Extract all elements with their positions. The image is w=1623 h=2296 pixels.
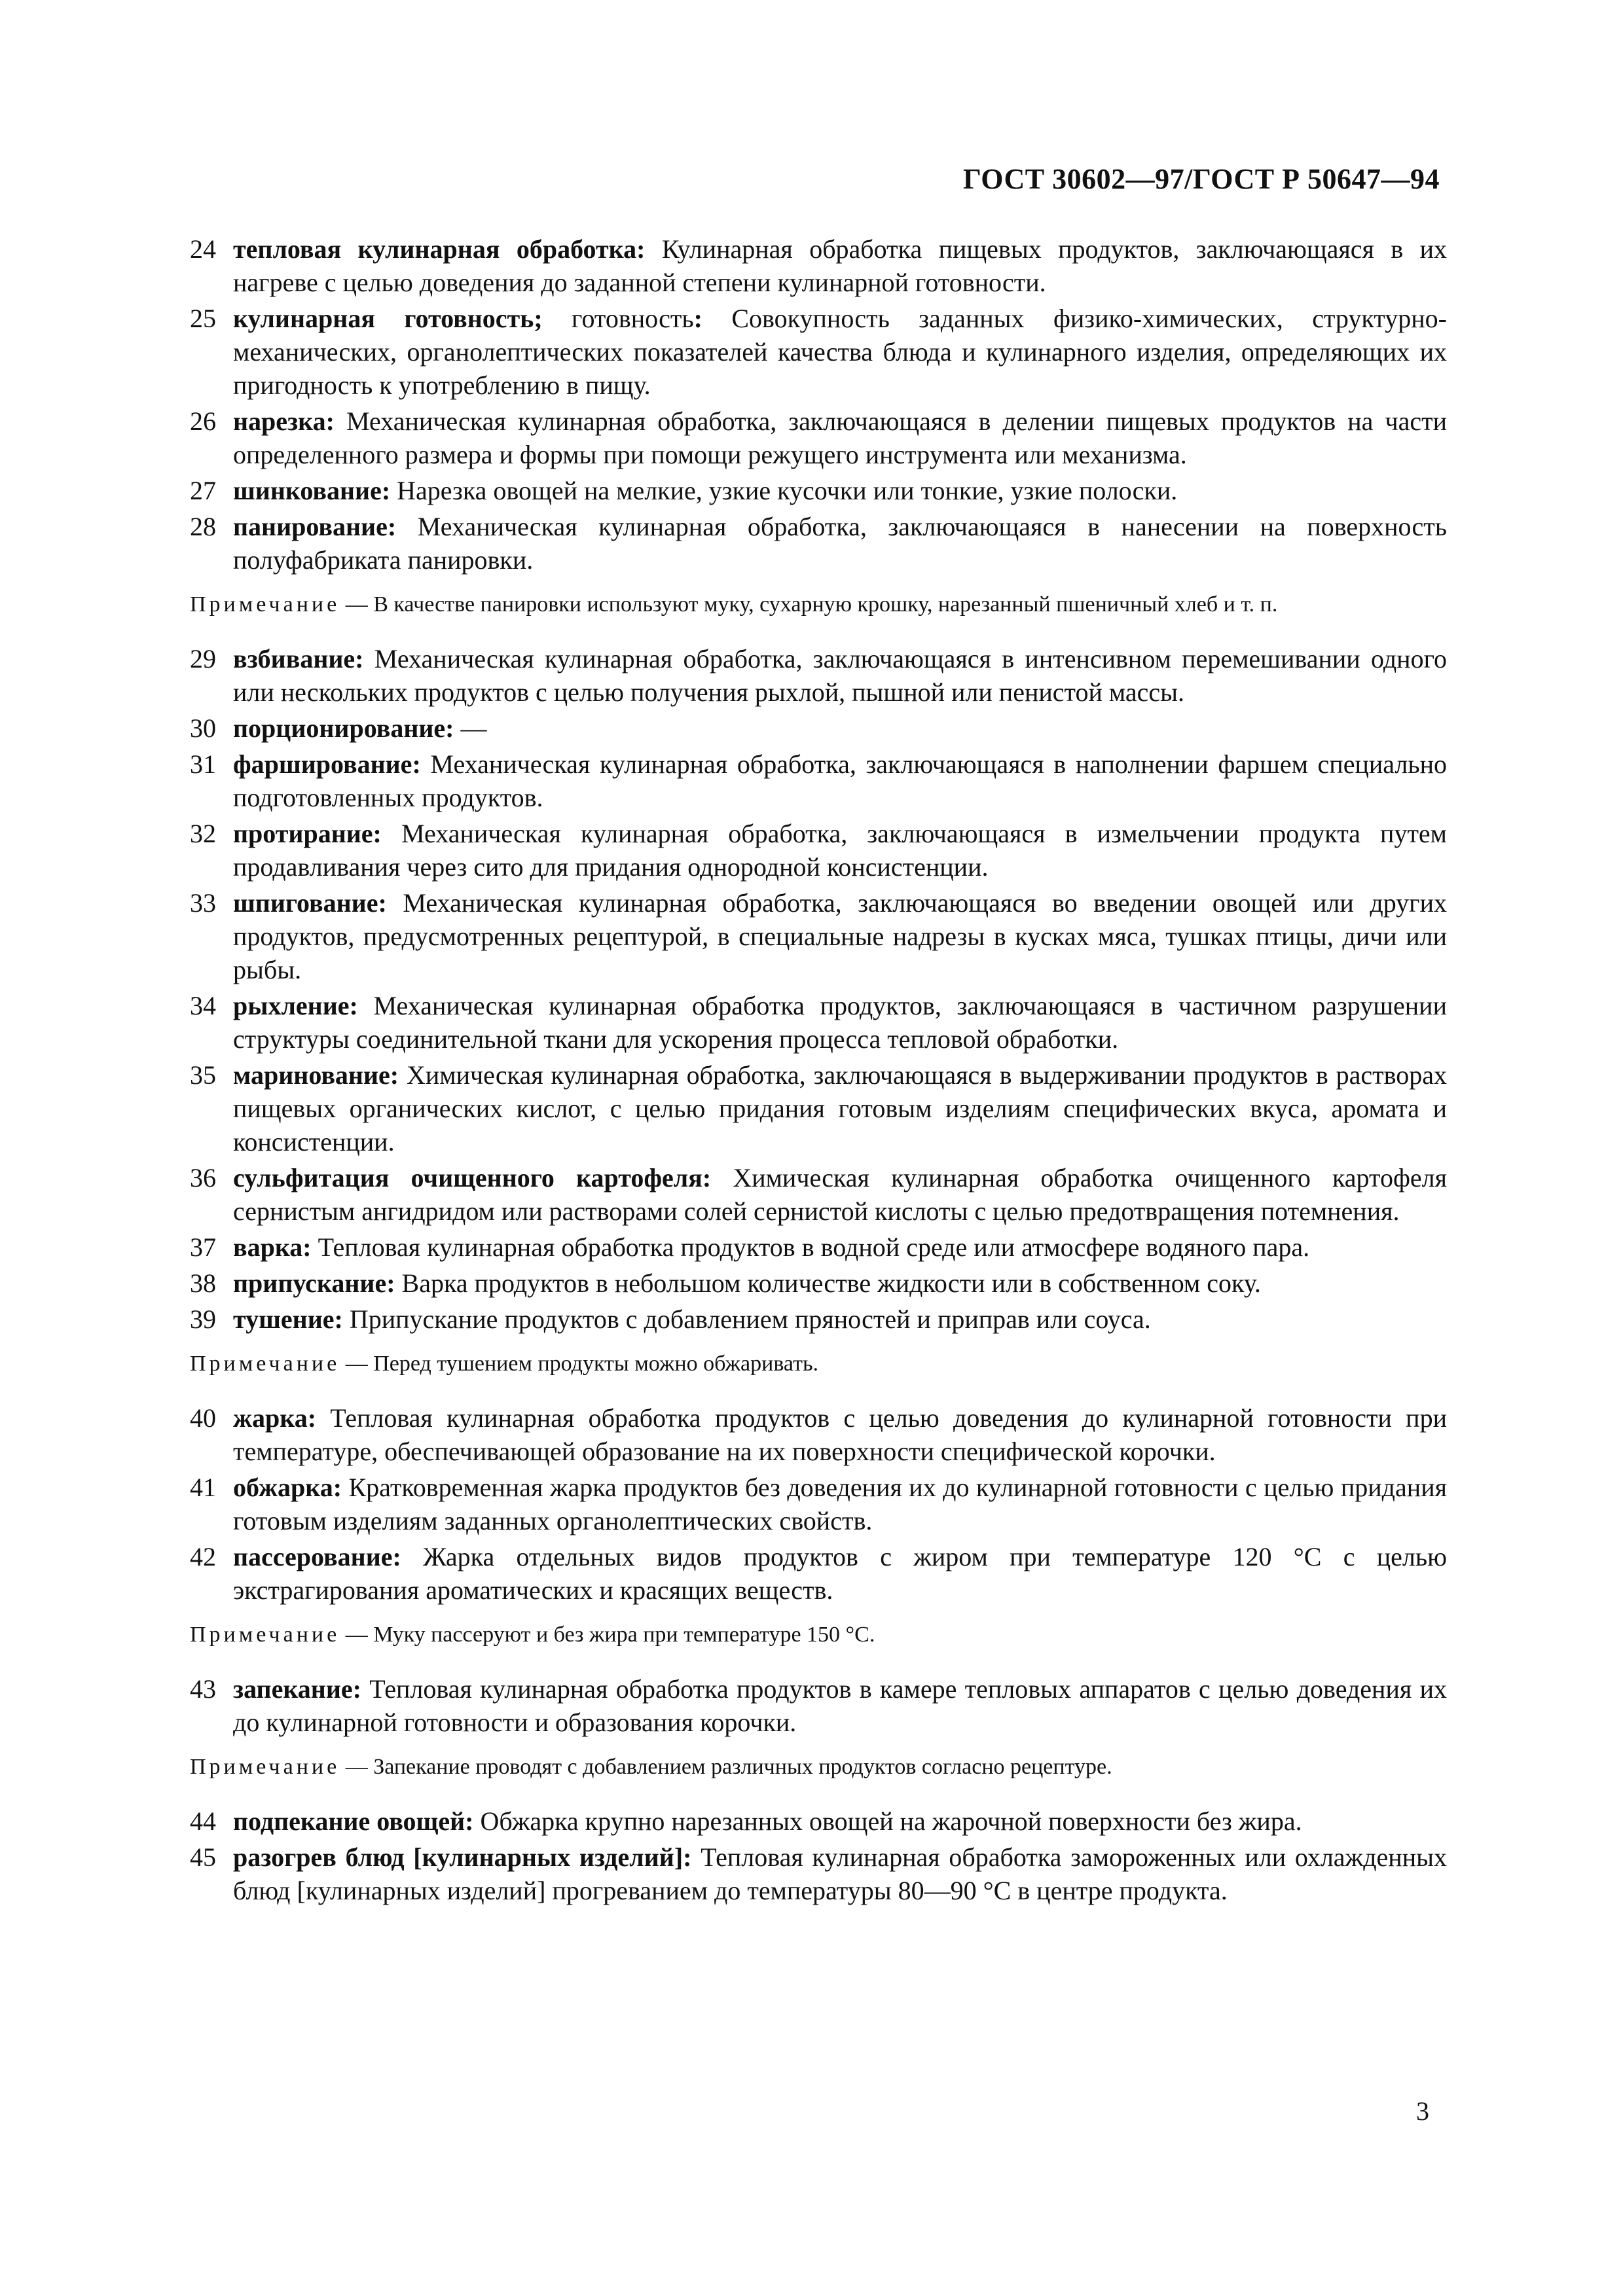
term-body bbox=[233, 1302, 1447, 1336]
term-definition: Химическая кулинарная обработка, заключающаяся в выдерживании продуктов в растворах пищевых органических кислот, с целью придания готовым изделиям специфических вкуса, аромата и консистенции. bbox=[233, 1060, 1447, 1157]
term-definition: Тепловая кулинарная обработка замороженных или охлажденных блюд [кулинарных изделий] прогреванием до температуры 80—90 °С в центре продукта. bbox=[233, 1842, 1447, 1905]
term-name: взбивание: bbox=[233, 644, 364, 673]
term-definition: Обжарка крупно нарезанных овощей на жарочной поверхности без жира. bbox=[473, 1806, 1302, 1836]
term-number: 31 bbox=[190, 749, 216, 779]
term-entry bbox=[190, 989, 1447, 1056]
term-definition: Химическая кулинарная обработка очищенного картофеля сернистым ангидридом или растворами солей сернистой кислоты с целью предотвращения потемнения. bbox=[233, 1163, 1448, 1226]
term-name: разогрев блюд [кулинарных изделий]: bbox=[233, 1842, 692, 1872]
term-number: 39 bbox=[190, 1304, 216, 1334]
term-body bbox=[233, 1058, 1447, 1158]
term-definition: — bbox=[454, 713, 487, 743]
term-definition: Кратковременная жарка продуктов без доведения их до кулинарной готовности с целью придания готовым изделиям заданных органолептических свойств. bbox=[233, 1473, 1447, 1535]
term-body bbox=[233, 1840, 1447, 1907]
term-definition: Механическая кулинарная обработка, заключающаяся в наполнении фаршем специально подготовленных продуктов. bbox=[233, 749, 1447, 812]
term-body bbox=[233, 1540, 1447, 1607]
term-body bbox=[233, 404, 1447, 471]
term-number: 45 bbox=[190, 1842, 216, 1872]
term-name: нарезка: bbox=[233, 406, 335, 436]
term-number: 32 bbox=[190, 819, 216, 848]
terms-list bbox=[190, 232, 1447, 1910]
page-number: 3 bbox=[1416, 2096, 1429, 2126]
term-name: обжарка: bbox=[233, 1473, 342, 1502]
term-entry bbox=[190, 1266, 1447, 1300]
note-text: — Муку пассеруют и без жира при температуре 150 °С. bbox=[340, 1623, 875, 1647]
note-text: — Перед тушением продукты можно обжаривать. bbox=[340, 1352, 819, 1376]
term-name: припускание: bbox=[233, 1268, 395, 1298]
term-name: фарширование: bbox=[233, 749, 421, 779]
term-entry bbox=[190, 886, 1447, 986]
term-name: шинкование: bbox=[233, 476, 391, 505]
term-number: 38 bbox=[190, 1268, 216, 1298]
term-entry bbox=[190, 1058, 1447, 1158]
term-entry bbox=[190, 747, 1447, 814]
term-definition: Механическая кулинарная обработка, заключающаяся в делении пищевых продуктов на части определенного размера и формы при помощи режущего инструмента или механизма. bbox=[233, 406, 1447, 469]
term-entry bbox=[190, 1471, 1447, 1537]
term-name: тушение: bbox=[233, 1304, 343, 1334]
note bbox=[190, 1621, 1447, 1649]
term-entry bbox=[190, 474, 1447, 507]
term-name: порционирование: bbox=[233, 713, 454, 743]
term-number: 30 bbox=[190, 713, 216, 743]
term-name: протирание: bbox=[233, 819, 382, 848]
term-definition: Тепловая кулинарная обработка продуктов с целью доведения до кулинарной готовности при температуре, обеспечивающей образование на их поверхности специфической корочки. bbox=[233, 1403, 1447, 1466]
term-synonym: готовность bbox=[542, 304, 694, 333]
term-number: 33 bbox=[190, 888, 216, 918]
note-label: Примечание bbox=[190, 1755, 340, 1779]
term-body bbox=[233, 1266, 1447, 1300]
term-name: запекание: bbox=[233, 1674, 361, 1704]
term-body bbox=[233, 1672, 1447, 1739]
term-definition: Механическая кулинарная обработка продуктов, заключающаяся в частичном разрушении структуры соединительной ткани для ускорения процесса тепловой обработки. bbox=[233, 991, 1447, 1054]
term-name: пассерование: bbox=[233, 1542, 401, 1571]
term-entry bbox=[190, 232, 1447, 299]
term-definition: Механическая кулинарная обработка, заключающаяся во введении овощей или других продуктов, предусмотренных рецептурой, в специальные надрезы в кусках мяса, тушках птицы, дичи или рыбы. bbox=[233, 888, 1447, 984]
term-name: варка: bbox=[233, 1232, 312, 1262]
term-body bbox=[233, 989, 1447, 1056]
term-entry bbox=[190, 1840, 1447, 1907]
term-number: 40 bbox=[190, 1403, 216, 1433]
term-entry bbox=[190, 1540, 1447, 1607]
term-definition: Механическая кулинарная обработка, заключающаяся в интенсивном перемешивании одного или нескольких продуктов с целью получения рыхлой, пышной или пенистой массы. bbox=[233, 644, 1447, 707]
term-name: сульфитация очищенного картофеля: bbox=[233, 1163, 712, 1193]
term-name: жарка: bbox=[233, 1403, 317, 1433]
note bbox=[190, 591, 1447, 619]
term-number: 24 bbox=[190, 234, 216, 264]
term-name: маринование: bbox=[233, 1060, 399, 1090]
term-definition: Тепловая кулинарная обработка продуктов в камере тепловых аппаратов с целью доведения их до кулинарной готовности и образования корочки. bbox=[233, 1674, 1447, 1737]
term-number: 43 bbox=[190, 1674, 216, 1704]
term-number: 44 bbox=[190, 1806, 216, 1836]
term-entry bbox=[190, 1672, 1447, 1739]
term-entry bbox=[190, 1804, 1447, 1838]
term-number: 27 bbox=[190, 476, 216, 505]
term-body bbox=[233, 1401, 1447, 1468]
term-definition: Припускание продуктов с добавлением пряностей и приправ или соуса. bbox=[342, 1304, 1151, 1334]
term-body bbox=[233, 1161, 1447, 1228]
term-number: 34 bbox=[190, 991, 216, 1020]
term-entry bbox=[190, 642, 1447, 709]
term-body bbox=[233, 1230, 1447, 1264]
note-text: — Запекание проводят с добавлением различных продуктов согласно рецептуре. bbox=[340, 1755, 1112, 1779]
term-body bbox=[233, 817, 1447, 884]
term-name: тепловая кулинарная обработка: bbox=[233, 234, 646, 264]
term-entry bbox=[190, 404, 1447, 471]
term-definition: Совокупность заданных физико-химических, структурно-механических, органолептических показателей качества блюда и кулинарного изделия, определяющих их пригодность к употреблению в пищу. bbox=[233, 304, 1447, 400]
term-entry bbox=[190, 1161, 1447, 1228]
term-body bbox=[233, 302, 1447, 402]
term-entry bbox=[190, 510, 1447, 577]
term-definition: Варка продуктов в небольшом количестве жидкости или в собственном соку. bbox=[395, 1268, 1261, 1298]
term-entry bbox=[190, 1401, 1447, 1468]
term-body bbox=[233, 510, 1447, 577]
term-entry bbox=[190, 1230, 1447, 1264]
term-name: шпигование: bbox=[233, 888, 387, 918]
note bbox=[190, 1753, 1447, 1781]
term-definition: Нарезка овощей на мелкие, узкие кусочки или тонкие, узкие полоски. bbox=[390, 476, 1178, 505]
note-label: Примечание bbox=[190, 1352, 340, 1376]
term-definition: Механическая кулинарная обработка, заключающаяся в измельчении продукта путем продавливания через сито для придания однородной консистенции. bbox=[233, 819, 1447, 882]
term-number: 42 bbox=[190, 1542, 216, 1571]
term-name: рыхление: bbox=[233, 991, 358, 1020]
term-number: 35 bbox=[190, 1060, 216, 1090]
term-number: 41 bbox=[190, 1473, 216, 1502]
term-name: кулинарная готовность; bbox=[233, 304, 543, 333]
term-name-colon: : bbox=[693, 304, 702, 333]
term-name: панирование: bbox=[233, 512, 397, 541]
note-text: — В качестве панировки используют муку, сухарную крошку, нарезанный пшеничный хлеб и т. п. bbox=[340, 592, 1278, 617]
term-body bbox=[233, 711, 1447, 745]
term-definition: Жарка отдельных видов продуктов с жиром при температуре 120 °С с целью экстрагирования ароматических и красящих веществ. bbox=[233, 1542, 1447, 1605]
term-body bbox=[233, 232, 1447, 299]
term-entry bbox=[190, 302, 1447, 402]
term-number: 26 bbox=[190, 406, 216, 436]
term-definition: Механическая кулинарная обработка, заключающаяся в нанесении на поверхность полуфабриката панировки. bbox=[233, 512, 1447, 575]
term-definition: Кулинарная обработка пищевых продуктов, заключающаяся в их нагреве с целью доведения до заданной степени кулинарной готовности. bbox=[233, 234, 1447, 297]
term-number: 28 bbox=[190, 512, 216, 541]
term-number: 29 bbox=[190, 644, 216, 673]
term-number: 37 bbox=[190, 1232, 216, 1262]
term-body bbox=[233, 747, 1447, 814]
document-code-header: ГОСТ 30602—97/ГОСТ Р 50647—94 bbox=[962, 163, 1440, 195]
term-body bbox=[233, 1804, 1447, 1838]
term-entry bbox=[190, 1302, 1447, 1336]
term-number: 36 bbox=[190, 1163, 216, 1193]
term-body bbox=[233, 886, 1447, 986]
term-body bbox=[233, 642, 1447, 709]
term-name: подпекание овощей: bbox=[233, 1806, 474, 1836]
term-entry bbox=[190, 711, 1447, 745]
term-number: 25 bbox=[190, 304, 216, 333]
note-label: Примечание bbox=[190, 592, 340, 617]
note-label: Примечание bbox=[190, 1623, 340, 1647]
note bbox=[190, 1350, 1447, 1378]
term-body bbox=[233, 474, 1447, 507]
term-body bbox=[233, 1471, 1447, 1537]
term-entry bbox=[190, 817, 1447, 884]
term-definition: Тепловая кулинарная обработка продуктов в водной среде или атмосфере водяного пара. bbox=[311, 1232, 1310, 1262]
